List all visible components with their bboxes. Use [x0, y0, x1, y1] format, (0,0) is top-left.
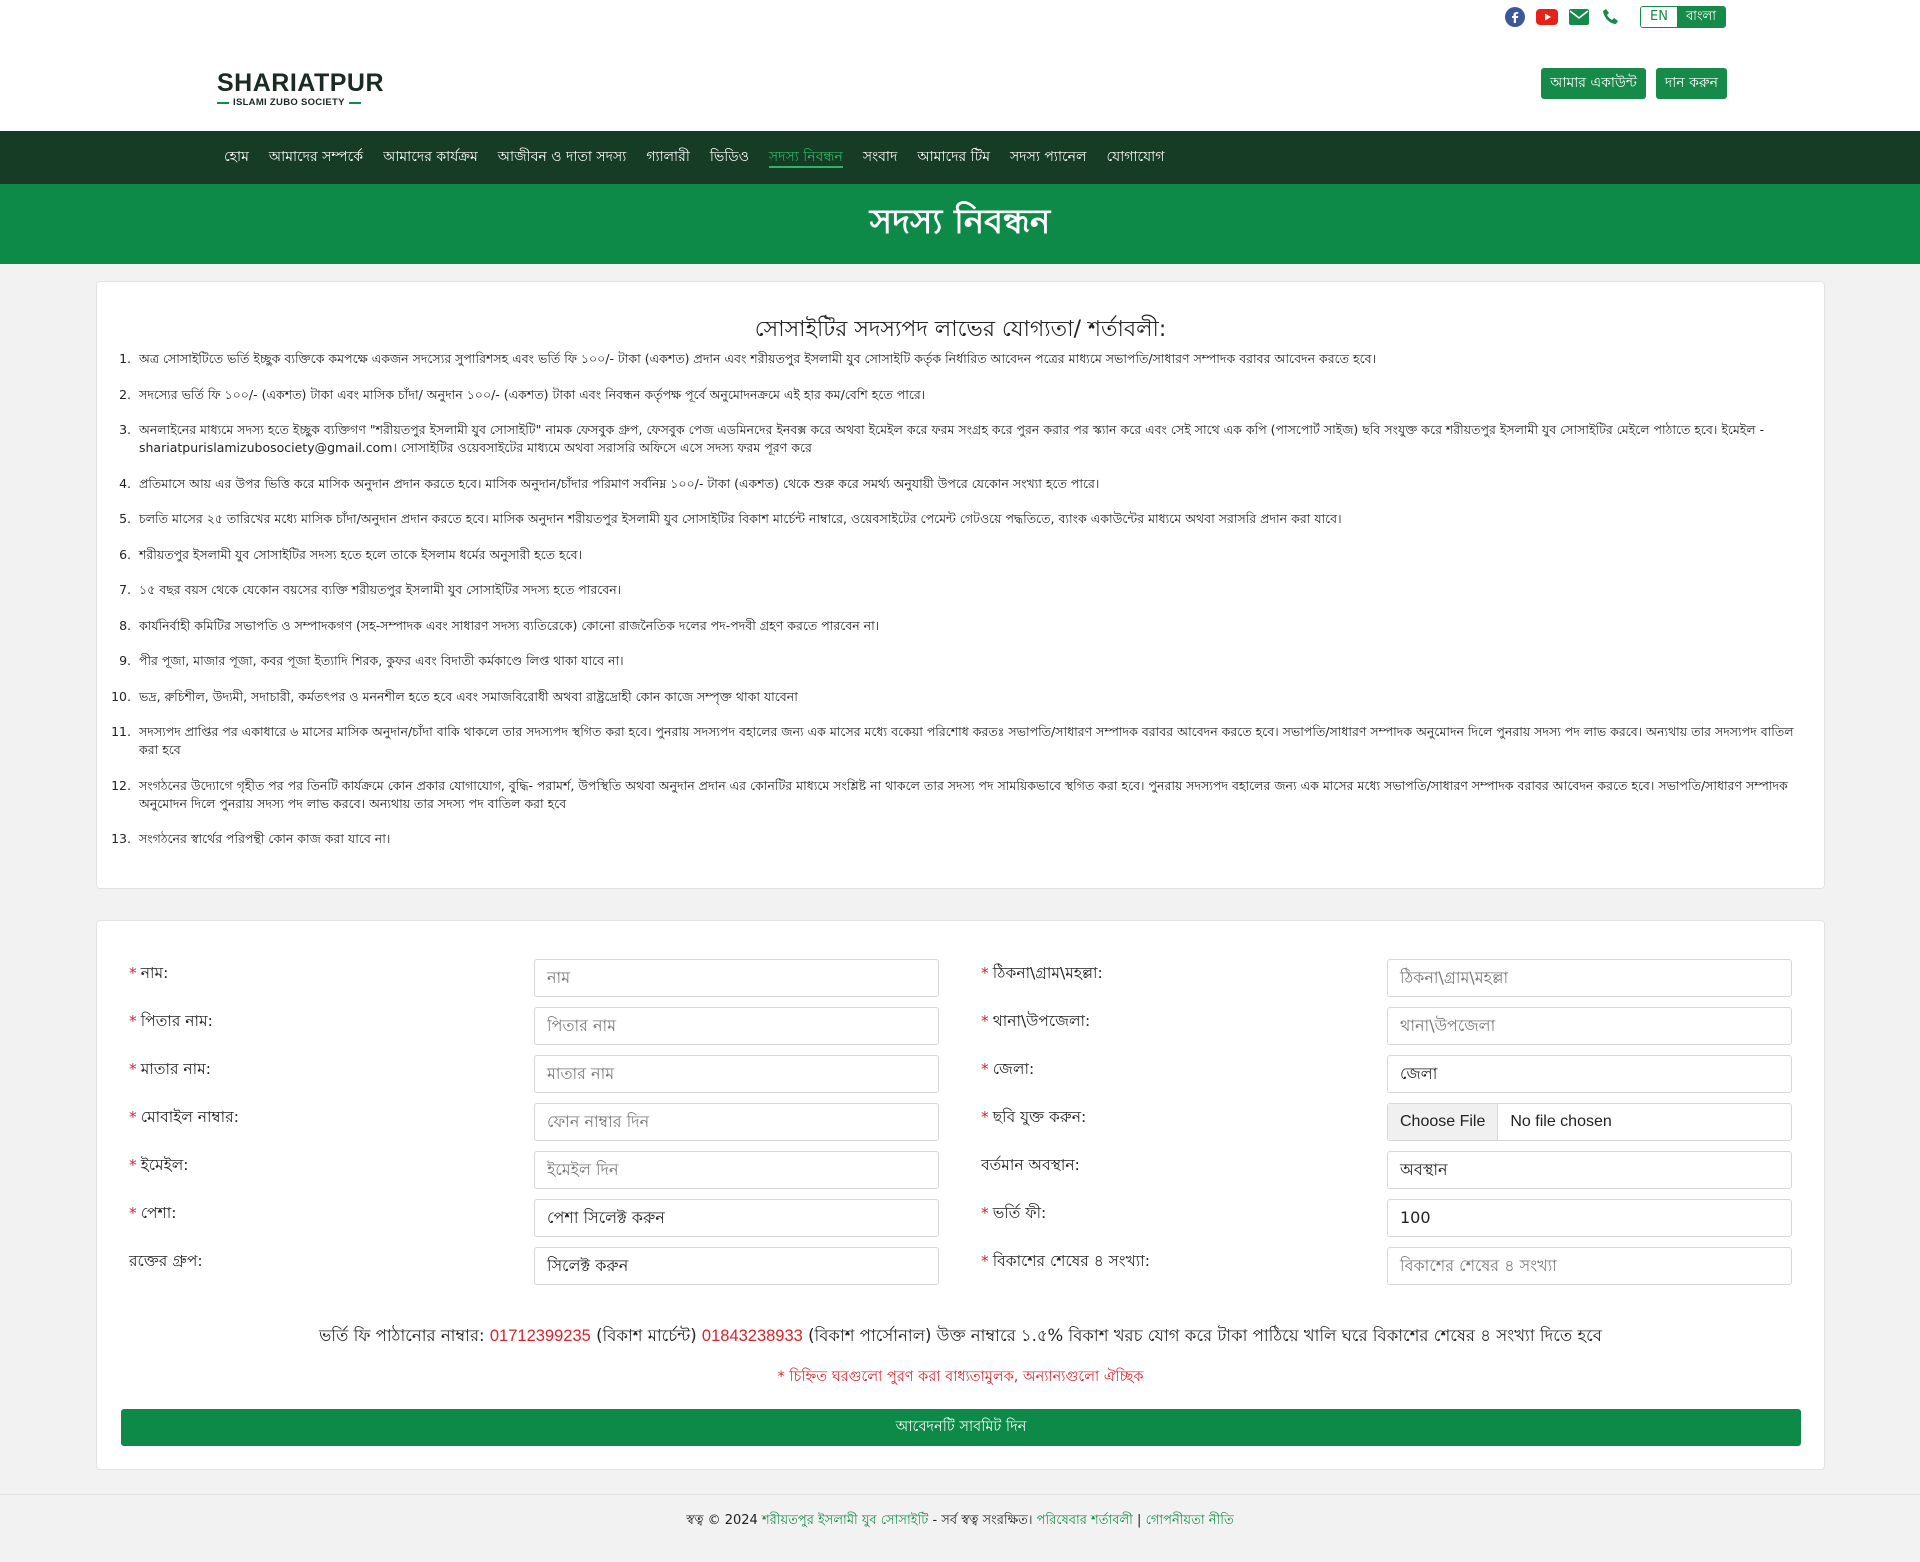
language-switcher — [1640, 6, 1726, 28]
required-asterisk: * — [981, 1204, 989, 1222]
rule-text: সদস্যপদ প্রাপ্তির পর একাধারে ৬ মাসের মাসিক অনুদান/চাঁদা বাকি থাকলে তার সদস্যপদ স্থগিত করা হবে। পুনরায় সদস্যপদ বহালের জন্য এক মাসের মধ্যে বকেয়া পরিশোধ করতঃ সভাপতি/সাধারণ সম্পাদক বরাবর আবেদন করতে হবে। সভাপতি/সাধারণ সম্পাদক অনুমোদন দিলে পুনরায় সদস্য পদ লাভ করবে। অন্যথায় তার সদস্যপদ বাতিল করা হবে — [139, 724, 1794, 757]
rule-number: 6. — [119, 546, 131, 562]
field-label — [129, 1249, 203, 1275]
field-label-text: থানা\উপজেলা: — [992, 1012, 1091, 1030]
submit-button[interactable]: আবেদনটি সাবমিট দিন — [121, 1409, 1801, 1446]
field-label-text: ভর্তি ফী: — [992, 1204, 1047, 1222]
field-label — [129, 1105, 239, 1131]
required-asterisk: * — [129, 1060, 137, 1078]
text-field[interactable]: পিতার নাম — [534, 1007, 939, 1045]
field-label-text: নাম: — [140, 964, 169, 982]
required-asterisk: * — [129, 1108, 137, 1126]
nav-item[interactable]: যোগাযোগ — [1106, 149, 1165, 165]
site-logo[interactable] — [217, 69, 385, 108]
rule-item — [111, 617, 1810, 635]
field-label-text: মোবাইল নাম্বার: — [140, 1108, 239, 1126]
lang-bn-button[interactable]: বাংলা — [1677, 7, 1725, 27]
lang-en-button[interactable]: EN — [1641, 7, 1677, 27]
required-asterisk: * — [129, 1204, 137, 1222]
rule-text: সংগঠনের স্বার্থের পরিপন্থী কোন কাজ করা যাবে না। — [139, 831, 391, 846]
rules-heading: সোসাইটির সদস্যপদ লাভের যোগ্যতা/ শর্তাবলী: — [754, 317, 1167, 342]
text-field[interactable]: বিকাশের শেষের ৪ সংখ্যা — [1387, 1247, 1792, 1285]
rule-number: 12. — [111, 777, 131, 793]
facebook-icon[interactable] — [1504, 6, 1526, 28]
rule-item — [111, 475, 1810, 493]
photo-file-input[interactable] — [1387, 1103, 1792, 1141]
logo-main-text: SHARIATPUR — [217, 69, 385, 97]
field-label — [129, 961, 168, 987]
rule-number: 1. — [119, 351, 131, 366]
footer-org-link[interactable]: শরীয়তপুর ইসলামী যুব সোসাইটি — [761, 1513, 929, 1528]
select-field[interactable]: জেলা — [1387, 1055, 1792, 1093]
donate-button[interactable]: দান করুন — [1656, 68, 1727, 99]
field-label — [981, 1201, 1046, 1227]
required-asterisk: * — [981, 1252, 989, 1270]
nav-item[interactable]: সদস্য প্যানেল — [1010, 149, 1087, 165]
page-title: সদস্য নিবন্ধন — [869, 201, 1051, 242]
rule-text: শরীয়তপুর ইসলামী যুব সোসাইটির সদস্য হতে হলে তাকে ইসলাম ধর্মের অনুসারী হতে হবে। — [139, 546, 583, 562]
rule-text: অনলাইনের মাধ্যমে সদস্য হতে ইচ্ছুক ব্যক্তিগণ "শরীয়তপুর ইসলামী যুব সোসাইটি" নামক ফেসবুক গ্রুপ, ফেসবুক পেজ এডমিনদের ইনবক্স করে অথবা ইমেইল করে ফরম সংগ্রহ করে পুরন করার পর স্ক্যান করে এবং সেই সাথে এক কপি (পাসপোর্ট সাইজ) ছবি সংযুক্ত করে শরীয়তপুর ইসলামী যুব সোসাইটির মেইলে পাঠাতে হবে। ইমেইল - shariatpurislamizubosociety@gmail.com। সোসাইটির ওয়েবসাইটের মাধ্যমে অথবা সরাসরি অফিসে এসে সদস্য ফরম পূরণ করে — [139, 422, 1765, 455]
phone-icon[interactable] — [1600, 6, 1622, 28]
required-asterisk: * — [981, 1012, 989, 1030]
header-buttons — [1541, 68, 1727, 99]
rule-number: 11. — [111, 724, 131, 739]
bkash-personal-number: 01843238933 — [701, 1327, 803, 1345]
nav-item[interactable]: আমাদের কার্যক্রম — [383, 149, 478, 165]
logo-line — [217, 102, 229, 104]
registration-form-card — [96, 920, 1825, 1470]
rule-number: 2. — [119, 386, 131, 402]
my-account-button[interactable]: আমার একাউন্ট — [1541, 68, 1646, 99]
footer-copy: স্বত্ব © 2024 — [686, 1513, 758, 1528]
rule-text: চলতি মাসের ২৫ তারিখের মধ্যে মাসিক চাঁদা/অনুদান প্রদান করতে হবে। মাসিক অনুদান শরীয়তপুর ইসলামী যুব সোসাইটির বিকাশ মার্চেন্ট নাম্বারে, ওয়েবসাইটের পেমেন্ট গেটওয়ে পদ্ধতিতে, ব্যাংক একাউন্টের মাধ্যমে অথবা সরাসরি প্রদান করা যাবে। — [139, 511, 1342, 526]
bkash-merchant-number: 01712399235 — [489, 1327, 591, 1345]
field-label-text: পেশা: — [140, 1204, 177, 1222]
rule-item — [111, 581, 1810, 599]
field-label-text: ঠিকনা\গ্রাম\মহল্লা: — [992, 964, 1103, 982]
page-banner — [0, 184, 1920, 264]
field-label-text: বিকাশের শেষের ৪ সংখ্যা: — [992, 1252, 1150, 1270]
field-label-text: রক্তের গ্রুপ: — [129, 1252, 203, 1270]
payment-instructions — [97, 1323, 1824, 1350]
rule-number: 8. — [119, 617, 131, 633]
required-asterisk: * — [981, 1108, 989, 1126]
rule-item — [111, 688, 1810, 706]
required-asterisk: * — [129, 1156, 137, 1174]
rule-text: সংগঠনের উদ্যোগে গৃহীত পর পর তিনটি কার্যক্রমে কোন প্রকার যোগাযোগ, বুদ্ধি- পরামর্শ, উপস্থিতি অথবা অনুদান প্রদান এর কোনটির মাধ্যমে সংশ্লিষ্ট না থাকলে তার সদস্য পদ সাময়িকভাবে স্থগিত করা হবে। পুনরায় সদস্যপদ বহালের জন্য এক মাসের মধ্যে সভাপতি/সাধারণ সম্পাদক বরাবর আবেদন করতে হবে। সভাপতি/সাধারণ সম্পাদক অনুমোদন দিলে পুনরায় সদস্য পদ লাভ করবে। অন্যথায় তার সদস্য পদ বাতিল করা হবে — [139, 777, 1788, 811]
field-label — [981, 1105, 1086, 1131]
social-links — [1504, 6, 1726, 28]
nav-item[interactable]: আমাদের সম্পর্কে — [268, 149, 364, 165]
rule-number: 5. — [119, 511, 131, 526]
field-label — [981, 1153, 1080, 1179]
text-field[interactable]: ফোন নাম্বার দিন — [534, 1103, 939, 1141]
email-icon[interactable] — [1568, 6, 1590, 28]
required-note: * চিহ্নিত ঘরগুলো পুরণ করা বাধ্যতামুলক, অন্যান্যগুলো ঐচ্ছিক — [777, 1369, 1144, 1385]
nav-item[interactable]: সংবাদ — [862, 149, 898, 165]
field-label — [129, 1153, 188, 1179]
rule-number: 3. — [119, 422, 131, 437]
field-label-text: জেলা: — [992, 1060, 1035, 1078]
required-asterisk: * — [981, 964, 989, 982]
rule-text: পীর পূজা, মাজার পূজা, কবর পূজা ইত্যাদি শিরক, কুফর এবং বিদাতী কর্মকাণ্ডে লিপ্ত থাকা যাবে না। — [139, 653, 624, 668]
youtube-icon[interactable] — [1536, 6, 1558, 28]
field-label — [981, 1057, 1034, 1083]
required-asterisk: * — [129, 1012, 137, 1030]
rule-text: ভদ্র, রুচিশীল, উদ্যমী, সদাচারী, কর্মতৎপর ও মননশীল হতে হবে এবং সমাজবিরোধী অথবা রাষ্ট্রদ্রোহী কোন কাজে সম্পৃক্ত থাকা যাবেনা — [139, 688, 798, 704]
required-asterisk: * — [981, 1060, 989, 1078]
rule-number: 13. — [111, 831, 131, 846]
pay-middle: (বিকাশ মার্চেন্ট) — [596, 1326, 697, 1345]
rule-item — [111, 830, 1810, 848]
main-nav — [0, 131, 1920, 184]
nav-item[interactable]: ভিডিও — [709, 149, 749, 165]
rule-number: 7. — [119, 582, 131, 597]
rule-item — [111, 723, 1810, 759]
footer-rights: - সর্ব স্বত্ব সংরক্ষিত। — [932, 1513, 1033, 1528]
rule-item — [111, 386, 1810, 404]
field-label-text: ছবি যুক্ত করুন: — [992, 1108, 1087, 1126]
rule-text: ১৫ বছর বয়স থেকে যেকোন বয়সের ব্যক্তি শরীয়তপুর ইসলামী যুব সোসাইটির সদস্য হতে পারবেন। — [139, 582, 622, 597]
text-field[interactable]: 100 — [1387, 1199, 1792, 1237]
pay-prefix: ভর্তি ফি পাঠানোর নাম্বার: — [318, 1326, 485, 1345]
footer-privacy-link[interactable]: গোপনীয়তা নীতি — [1145, 1513, 1234, 1528]
required-asterisk: * — [129, 964, 137, 982]
logo-line — [349, 102, 361, 104]
rule-item — [111, 777, 1810, 813]
field-label — [129, 1057, 211, 1083]
rule-number: 4. — [119, 475, 131, 491]
field-label-text: বর্তমান অবস্থান: — [981, 1156, 1080, 1174]
text-field[interactable]: নাম — [534, 959, 939, 997]
field-label-text: পিতার নাম: — [140, 1012, 213, 1030]
nav-item[interactable]: গ্যালারী — [646, 149, 690, 165]
pay-suffix: (বিকাশ পার্সোনাল) উক্ত নাম্বারে ১.৫% বিকাশ খরচ যোগ করে টাকা পাঠিয়ে খালি ঘরে বিকাশের শেষের ৪ সংখ্যা দিতে হবে — [808, 1326, 1602, 1345]
nav-item[interactable]: আজীবন ও দাতা সদস্য — [497, 149, 627, 165]
select-field[interactable]: সিলেক্ট করুন — [534, 1247, 939, 1285]
rule-number: 10. — [111, 688, 131, 704]
field-label — [129, 1009, 213, 1035]
field-label-text: ইমেইল: — [140, 1156, 189, 1174]
rule-item — [111, 350, 1810, 368]
rule-text: অত্র সোসাইটিতে ভর্তি ইচ্ছুক ব্যক্তিকে কমপক্ষে একজন সদস্যের সুপারিশসহ এবং ভর্তি ফি ১০০/- টাকা (একশত) প্রদান এবং শরীয়তপুর ইসলামী যুব সোসাইটি কর্তৃক নির্ধারিত আবেদন পত্রের মাধ্যমে সভাপতি/সাধারণ সম্পাদক বরাবর আবেদন করতে হবে। — [139, 351, 1377, 366]
nav-item[interactable]: সদস্য নিবন্ধন — [759, 131, 853, 184]
rule-number: 9. — [119, 653, 131, 668]
file-status: No file chosen — [1510, 1113, 1612, 1130]
rules-list — [111, 350, 1810, 866]
membership-rules-card — [96, 281, 1825, 889]
footer-terms-link[interactable]: পরিষেবার শর্তাবলী — [1036, 1513, 1133, 1528]
field-label — [981, 1009, 1090, 1035]
field-label-text: মাতার নাম: — [140, 1060, 212, 1078]
rule-item — [111, 546, 1810, 564]
select-field[interactable]: অবস্থান — [1387, 1151, 1792, 1189]
rule-text: কার্যনির্বাহী কমিটির সভাপতি ও সম্পাদকগণ (সহ-সম্পাদক এবং সাধারণ সদস্য ব্যতিরেকে) কোনো রাজনৈতিক দলের পদ-পদবী গ্রহণ করতে পারবেন না। — [139, 617, 880, 633]
rule-item — [111, 652, 1810, 670]
field-label — [981, 1249, 1150, 1275]
nav-item[interactable]: হোম — [224, 149, 249, 165]
nav-item[interactable]: আমাদের টিম — [917, 149, 991, 165]
choose-file-button[interactable]: Choose File — [1388, 1104, 1498, 1140]
text-field[interactable]: ইমেইল দিন — [534, 1151, 939, 1189]
rule-text: সদস্যের ভর্তি ফি ১০০/- (একশত) টাকা এবং মাসিক চাঁদা/ অনুদান ১০০/- (একশত) টাকা এবং নিবন্ধন কর্তৃপক্ষ পূর্বে অনুমোদনক্রমে এই হার কম/বেশি হতে পারে। — [139, 386, 926, 402]
field-label — [129, 1201, 176, 1227]
rule-item — [111, 421, 1810, 457]
text-field[interactable]: ঠিকনা\গ্রাম\মহল্লা — [1387, 959, 1792, 997]
select-field[interactable]: পেশা সিলেক্ট করুন — [534, 1199, 939, 1237]
text-field[interactable]: মাতার নাম — [534, 1055, 939, 1093]
rule-item — [111, 510, 1810, 528]
field-label — [981, 961, 1103, 987]
text-field[interactable]: থানা\উপজেলা — [1387, 1007, 1792, 1045]
logo-sub-text: ISLAMI ZUBO SOCIETY — [233, 97, 345, 108]
footer-sep: | — [1137, 1513, 1142, 1528]
top-header — [0, 0, 1920, 131]
rule-text: প্রতিমাসে আয় এর উপর ভিত্তি করে মাসিক অনুদান প্রদান করতে হবে। মাসিক অনুদান/চাঁদার পরিমাণ সর্বনিম্ন ১০০/- টাকা (একশত) থেকে শুরু করে সমর্থ্য অনুযায়ী উপরে যেকোন সংখ্যা হতে পারে। — [139, 475, 1100, 491]
footer — [0, 1494, 1920, 1562]
